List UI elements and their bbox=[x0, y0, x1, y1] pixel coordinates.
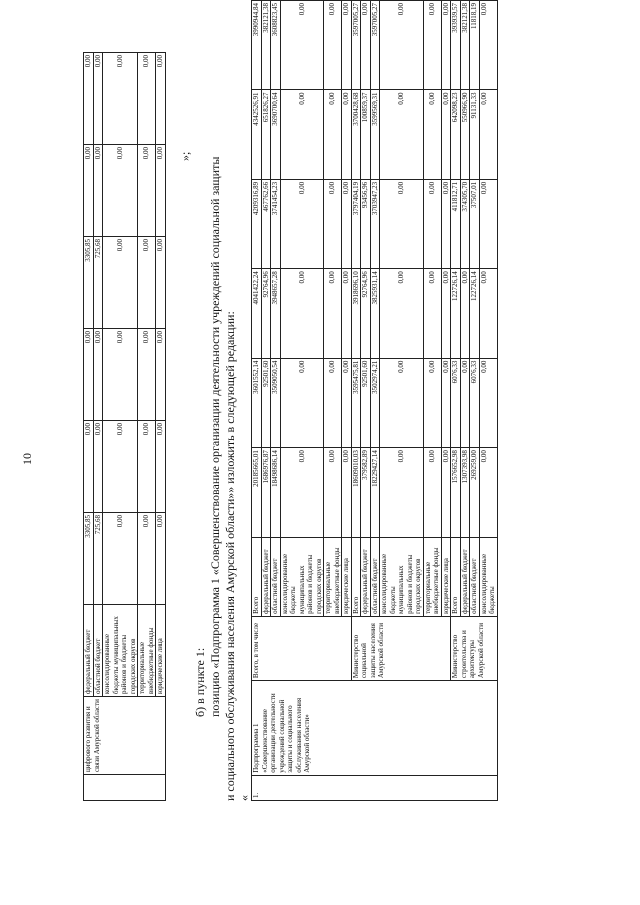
value-cell: 0,00 bbox=[324, 358, 342, 447]
value-cell: 4209316,89 bbox=[252, 179, 262, 268]
value-cell: 0,00 bbox=[342, 90, 352, 179]
value-cell: 0,00 bbox=[342, 179, 352, 268]
value-cell: 0,00 bbox=[441, 269, 451, 358]
value-cell: 0,00 bbox=[280, 269, 324, 358]
value-cell: 467762,66 bbox=[261, 179, 271, 268]
value-cell: 0,00 bbox=[84, 53, 94, 145]
value-cell: 3595475,81 bbox=[351, 358, 361, 447]
source-cell: федеральный бюджет bbox=[84, 605, 94, 697]
source-cell: юридические лица bbox=[441, 537, 451, 616]
executor-cell: Министерство социальной защиты населения Амурской области bbox=[351, 616, 451, 680]
value-cell: 0,00 bbox=[441, 1, 451, 90]
value-cell: 0,00 bbox=[156, 53, 166, 145]
value-cell: 0,00 bbox=[479, 448, 497, 538]
value-cell: 0,00 bbox=[441, 448, 451, 538]
value-cell: 0,00 bbox=[103, 145, 138, 237]
value-cell: 725,68 bbox=[93, 513, 103, 605]
value-cell: 0,00 bbox=[138, 421, 156, 513]
top-funding-table bbox=[83, 52, 166, 801]
value-cell: 122726,14 bbox=[451, 269, 461, 358]
value-cell: 0,00 bbox=[93, 421, 103, 513]
value-cell: 0,00 bbox=[324, 90, 342, 179]
value-cell: 651826,27 bbox=[261, 90, 271, 179]
value-cell: 642098,23 bbox=[451, 90, 461, 179]
source-cell: территориальные внебюджетные фонды bbox=[324, 537, 342, 616]
value-cell: 0,00 bbox=[342, 1, 352, 90]
value-cell: 0,00 bbox=[324, 448, 342, 538]
source-cell: консолидированные бюджеты муниципальных районов и бюджеты городских округов bbox=[103, 605, 138, 697]
executor-cell: цифрового развития и связи Амурской области bbox=[84, 697, 166, 775]
value-cell: 20185665,01 bbox=[252, 448, 262, 538]
value-cell: 0,00 bbox=[479, 179, 497, 268]
value-cell: 0,00 bbox=[93, 329, 103, 421]
executor-cell: Министерство строительства и архитектуры Амурской области bbox=[451, 616, 498, 680]
value-cell: 100859,37 bbox=[361, 90, 371, 179]
executor-cell: Всего, в том числе bbox=[252, 616, 352, 680]
value-cell: 0,00 bbox=[280, 448, 324, 538]
table-row bbox=[156, 53, 166, 801]
value-cell: 0,00 bbox=[441, 179, 451, 268]
value-cell: 0,00 bbox=[156, 421, 166, 513]
subprogram-funding-table bbox=[251, 0, 498, 801]
source-cell: консолидированные бюджеты муниципальных районов и бюджеты городских округов bbox=[380, 537, 424, 616]
value-cell: 3601552,14 bbox=[252, 358, 262, 447]
value-cell: 0,00 bbox=[280, 1, 324, 90]
value-cell: 0,00 bbox=[84, 145, 94, 237]
source-cell: территориальные внебюджетные фонды bbox=[138, 605, 156, 697]
value-cell: 379582,89 bbox=[361, 448, 371, 538]
source-cell: областной бюджет bbox=[470, 537, 480, 616]
source-cell: федеральный бюджет bbox=[361, 537, 371, 616]
value-cell: 0,00 bbox=[324, 269, 342, 358]
value-cell: 0,00 bbox=[324, 179, 342, 268]
value-cell: 0,00 bbox=[380, 358, 424, 447]
value-cell: 18609010,03 bbox=[351, 448, 361, 538]
value-cell: 0,00 bbox=[138, 237, 156, 329]
value-cell: 411812,71 bbox=[451, 179, 461, 268]
value-cell: 3509050,54 bbox=[271, 358, 281, 447]
value-cell: 0,00 bbox=[280, 179, 324, 268]
value-cell: 6076,33 bbox=[470, 358, 480, 447]
value-cell: 269259,00 bbox=[470, 448, 480, 538]
value-cell: 3597005,27 bbox=[370, 1, 380, 90]
value-cell: 374305,70 bbox=[460, 179, 470, 268]
source-cell: консолидированные бюджеты bbox=[479, 537, 497, 616]
value-cell: 0,00 bbox=[138, 53, 156, 145]
table-row bbox=[138, 53, 156, 801]
value-cell: 1576652,98 bbox=[451, 448, 461, 538]
value-cell: 0,00 bbox=[138, 145, 156, 237]
value-cell: 0,00 bbox=[342, 269, 352, 358]
value-cell: 0,00 bbox=[103, 237, 138, 329]
value-cell: 18229427,14 bbox=[370, 448, 380, 538]
value-cell: 0,00 bbox=[460, 269, 470, 358]
value-cell: 0,00 bbox=[380, 448, 424, 538]
value-cell: 0,00 bbox=[479, 269, 497, 358]
value-cell: 0,00 bbox=[380, 179, 424, 268]
value-cell: 0,00 bbox=[361, 1, 371, 90]
value-cell: 0,00 bbox=[103, 53, 138, 145]
value-cell: 3608823,45 bbox=[271, 1, 281, 90]
table-row bbox=[451, 1, 461, 801]
value-cell: 18498686,14 bbox=[271, 448, 281, 538]
value-cell: 92501,60 bbox=[261, 358, 271, 447]
value-cell: 0,00 bbox=[441, 358, 451, 447]
source-cell: областной бюджет bbox=[93, 605, 103, 697]
value-cell: 0,00 bbox=[423, 358, 441, 447]
value-cell: 0,00 bbox=[342, 358, 352, 447]
value-cell: 3825931,14 bbox=[370, 269, 380, 358]
value-cell: 0,00 bbox=[84, 329, 94, 421]
source-cell: консолидированные бюджеты муниципальных районов и бюджеты городских округов bbox=[280, 537, 324, 616]
value-cell: 0,00 bbox=[93, 145, 103, 237]
value-cell: 0,00 bbox=[324, 1, 342, 90]
value-cell: 3690700,64 bbox=[271, 90, 281, 179]
value-cell: 725,68 bbox=[93, 237, 103, 329]
value-cell: 0,00 bbox=[342, 448, 352, 538]
value-cell: 0,00 bbox=[156, 513, 166, 605]
value-cell: 4342526,91 bbox=[252, 90, 262, 179]
value-cell: 3597005,27 bbox=[351, 1, 361, 90]
value-cell: 0,00 bbox=[103, 329, 138, 421]
table-row bbox=[93, 53, 103, 801]
value-cell: 0,00 bbox=[423, 179, 441, 268]
value-cell: 37507,01 bbox=[470, 179, 480, 268]
source-cell: юридические лица bbox=[156, 605, 166, 697]
value-cell: 0,00 bbox=[423, 269, 441, 358]
value-cell: 0,00 bbox=[380, 269, 424, 358]
value-cell: 3948657,28 bbox=[271, 269, 281, 358]
value-cell: 382121,38 bbox=[261, 1, 271, 90]
value-cell: 0,00 bbox=[156, 237, 166, 329]
value-cell: 0,00 bbox=[93, 53, 103, 145]
value-cell: 0,00 bbox=[380, 1, 424, 90]
value-cell: 0,00 bbox=[103, 421, 138, 513]
source-cell: федеральный бюджет bbox=[261, 537, 271, 616]
empty-cell bbox=[84, 775, 166, 801]
source-cell: Всего bbox=[252, 537, 262, 616]
source-cell: областной бюджет bbox=[271, 537, 281, 616]
value-cell: 11818,19 bbox=[470, 1, 480, 90]
value-cell: 3599569,31 bbox=[370, 90, 380, 179]
value-cell: 91131,33 bbox=[470, 90, 480, 179]
value-cell: 3305,85 bbox=[84, 513, 94, 605]
value-cell: 92501,60 bbox=[361, 358, 371, 447]
value-cell: 393939,57 bbox=[451, 1, 461, 90]
value-cell: 1686976,87 bbox=[261, 448, 271, 538]
value-cell: 0,00 bbox=[138, 513, 156, 605]
value-cell: 0,00 bbox=[423, 90, 441, 179]
source-cell: областной бюджет bbox=[370, 537, 380, 616]
value-cell: 0,00 bbox=[423, 448, 441, 538]
value-cell: 0,00 bbox=[380, 90, 424, 179]
value-cell: 0,00 bbox=[441, 90, 451, 179]
value-cell: 3918696,10 bbox=[351, 269, 361, 358]
table-row bbox=[103, 53, 138, 801]
page-number: 10 bbox=[20, 453, 34, 465]
value-cell: 3990944,84 bbox=[252, 1, 262, 90]
value-cell: 4041422,24 bbox=[252, 269, 262, 358]
value-cell: 550966,90 bbox=[460, 90, 470, 179]
value-cell: 3797404,19 bbox=[351, 179, 361, 268]
value-cell: 0,00 bbox=[280, 90, 324, 179]
value-cell: 0,00 bbox=[156, 145, 166, 237]
opening-quote: « bbox=[237, 795, 251, 801]
value-cell: 122726,14 bbox=[470, 269, 480, 358]
value-cell: 0,00 bbox=[479, 90, 497, 179]
value-cell: 3700428,68 bbox=[351, 90, 361, 179]
value-cell: 6076,33 bbox=[451, 358, 461, 447]
value-cell: 93456,96 bbox=[361, 179, 371, 268]
paragraph-b: б) в пункте 1: bbox=[193, 647, 207, 717]
value-cell: 3502974,21 bbox=[370, 358, 380, 447]
value-cell: 92764,96 bbox=[261, 269, 271, 358]
value-cell: 0,00 bbox=[423, 1, 441, 90]
value-cell: 3741454,23 bbox=[271, 179, 281, 268]
value-cell: 0,00 bbox=[138, 329, 156, 421]
value-cell: 382121,38 bbox=[460, 1, 470, 90]
closing-quote: »; bbox=[178, 151, 192, 161]
value-cell: 1307393,98 bbox=[460, 448, 470, 538]
table-row bbox=[84, 53, 94, 801]
value-cell: 3305,85 bbox=[84, 237, 94, 329]
paragraph-text: позицию «Подпрограмма 1 «Совершенствование организации деятельности учреждений социальной защиты и социального обслуживания населения Амурской области»» изложить в следующей редакции: bbox=[208, 156, 237, 801]
source-cell: юридические лица bbox=[342, 537, 352, 616]
source-cell: Всего bbox=[451, 537, 461, 616]
value-cell: 0,00 bbox=[84, 421, 94, 513]
value-cell: 3703947,23 bbox=[370, 179, 380, 268]
value-cell: 0,00 bbox=[460, 358, 470, 447]
source-cell: федеральный бюджет bbox=[460, 537, 470, 616]
value-cell: 0,00 bbox=[156, 329, 166, 421]
source-cell: территориальные внебюджетные фонды bbox=[423, 537, 441, 616]
value-cell: 0,00 bbox=[479, 1, 497, 90]
value-cell: 0,00 bbox=[479, 358, 497, 447]
row-number-cell: 1. bbox=[252, 775, 498, 800]
table-row bbox=[351, 1, 361, 801]
source-cell: Всего bbox=[351, 537, 361, 616]
subprogram-name-cell: Подпрограмма 1 «Совершенствование организации деятельности учреждений социальной защиты и социального обслуживания населения Амурской области» bbox=[252, 681, 498, 776]
value-cell: 0,00 bbox=[103, 513, 138, 605]
value-cell: 92764,96 bbox=[361, 269, 371, 358]
table-row bbox=[252, 1, 262, 801]
value-cell: 0,00 bbox=[280, 358, 324, 447]
